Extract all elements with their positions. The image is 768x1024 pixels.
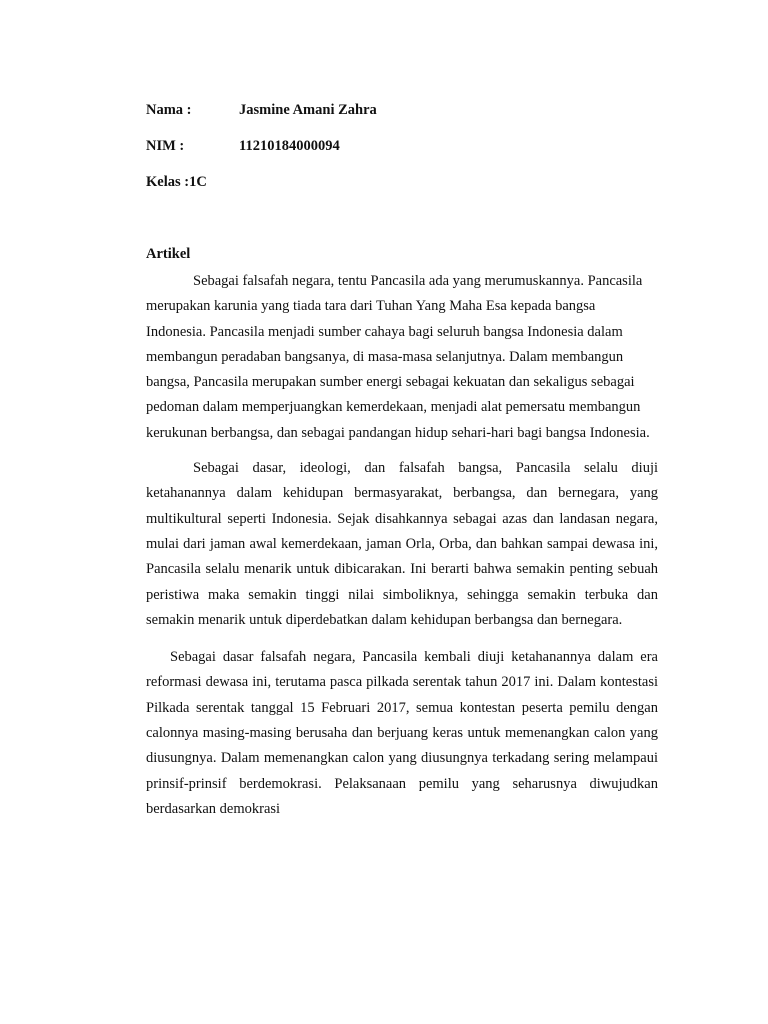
article-heading: Artikel [146,246,191,262]
article-paragraph-3: Sebagai dasar falsafah negara, Pancasila kembali diuji ketahanannya dalam era reformasi dewasa ini, terutama pasca pilkada serentak tahun 2017 ini. Dalam kontestasi Pilkada serentak tanggal 15 Februari 2017, semua kontestan peserta pemilu dengan calonnya masing-masing berusaha dan berjuang keras untuk memenangkan calon yang diusungnya. Dalam memenangkan calon yang diusungnya terkadang sering melampaui prinsif-prinsif berdemokrasi. Pelaksanaan pemilu yang seharusnya diwujudkan berdasarkan demokrasi [146,649,658,817]
nim-value: 11210184000094 [239,138,340,154]
kelas-line: Kelas :1C [146,174,207,190]
name-row [146,100,658,120]
nim-label: NIM : [146,138,185,154]
document-content [146,100,658,822]
name-label: Nama : [146,102,192,118]
nim-row [146,136,658,156]
article-paragraph-2: Sebagai dasar, ideologi, dan falsafah bangsa, Pancasila selalu diuji ketahanannya dalam kehidupan bermasyarakat, berbangsa, dan bernegara, yang multikultural seperti Indonesia. Sejak disahkannya sebagai azas dan landasan negara, mulai dari jaman awal kemerdekaan, jaman Orla, Orba, dan bahkan sampai dewasa ini, Pancasila selalu menarik untuk dibicarakan. Ini berarti bahwa semakin penting sebuah peristiwa maka semakin tinggi nilai simboliknya, sehingga semakin terbuka dan semakin menarik untuk diperdebatkan dalam kehidupan berbangsa dan bernegara. [146,460,658,628]
article-paragraph-1: Sebagai falsafah negara, tentu Pancasila ada yang merumuskannya. Pancasila merupakan karunia yang tiada tara dari Tuhan Yang Maha Esa kepada bangsa Indonesia. Pancasila menjadi sumber cahaya bagi seluruh bangsa Indonesia dalam membangun peradaban bangsanya, di masa-masa selanjutnya. Dalam membangun bangsa, Pancasila merupakan sumber energi sebagai kekuatan dan sekaligus sebagai pedoman dalam memperjuangkan kemerdekaan, menjadi alat pemersatu membangun kerukunan berbangsa, dan sebagai pandangan hidup sehari-hari bagi bangsa Indonesia. [146,273,650,441]
name-value: Jasmine Amani Zahra [239,102,377,118]
